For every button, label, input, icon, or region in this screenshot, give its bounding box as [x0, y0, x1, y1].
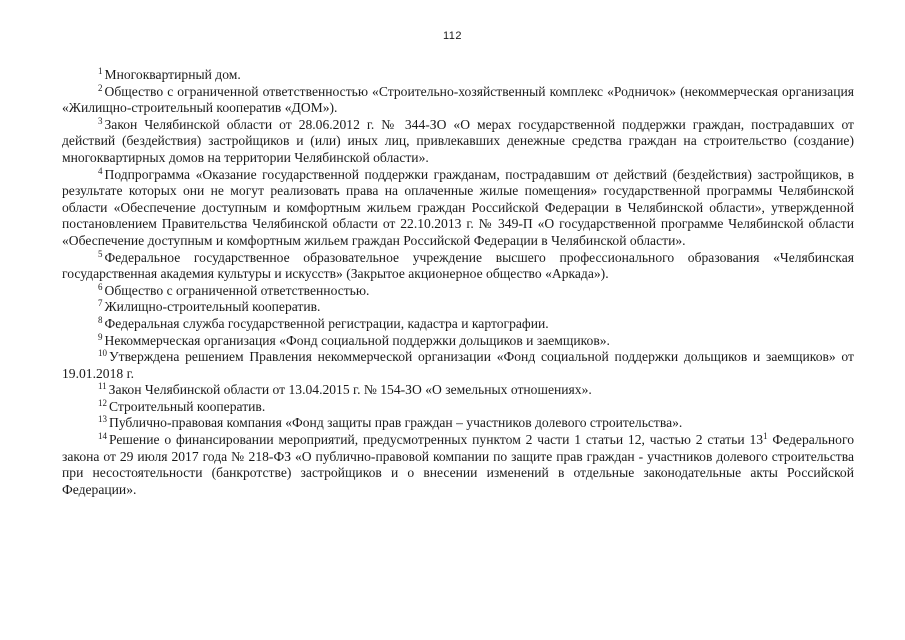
footnote-text: Многоквартирный дом. [104, 67, 241, 82]
footnote-text: Федеральное государственное образовательное учреждение высшего профессионального образования «Челябинская государственная академия культуры и искусств» (Закрытое акционерное общество «Аркада»). [62, 249, 854, 282]
footnote-text: Утверждена решением Правления некоммерческой организации «Фонд социальной поддержки дольщиков и заемщиков» от 19.01.2018 г. [62, 349, 854, 381]
footnote [62, 167, 854, 250]
footnote-text: Жилищно-строительный кооператив. [104, 299, 321, 315]
footnote-marker: 7 [98, 298, 103, 309]
footnote-text: Федеральная служба государственной регистрации, кадастра и картографии. [104, 315, 549, 331]
footnote [62, 349, 854, 382]
footnote-text: Общество с ограниченной ответственностью. [104, 282, 370, 298]
footnote-marker: 5 [98, 248, 103, 259]
footnote-marker: 14 [98, 431, 107, 442]
footnote-marker: 12 [98, 397, 107, 408]
footnote-text: Публично-правовая компания «Фонд защиты прав граждан – участников долевого строительства». [109, 415, 683, 431]
footnote-text-continued: Федерального закона от 29 июля 2017 года № 218-ФЗ «О публично-правовой компании по защите прав граждан - участников долевого строительства при несостоятельности (банкротстве) застройщиков и о внесении изменений в отдельные законодательные акты Российской Федерации». [62, 432, 854, 497]
footnote [62, 399, 854, 416]
footnote-marker: 9 [98, 331, 103, 342]
footnote-marker: 2 [98, 82, 103, 93]
page-number: 112 [442, 30, 463, 42]
footnote-text: Строительный кооператив. [109, 398, 266, 414]
footnote-marker: 1 [98, 66, 103, 76]
footnote [62, 84, 854, 117]
footnote [62, 117, 854, 167]
footnotes-list [62, 67, 854, 498]
footnote-marker: 6 [98, 281, 103, 292]
footnote-text: Некоммерческая организация «Фонд социальной поддержки дольщиков и заемщиков». [104, 332, 610, 348]
footnote [62, 299, 854, 316]
footnote [62, 67, 854, 84]
footnote [62, 382, 854, 399]
footnote-marker: 10 [98, 348, 107, 359]
footnote-inline-superscript: 1 [763, 431, 768, 442]
footnote [62, 415, 854, 432]
footnote-text: Решение о финансировании мероприятий, предусмотренных пунктом 2 части 1 статьи 12, частью 2 статьи 13 [109, 432, 764, 448]
footnote-text: Подпрограмма «Оказание государственной поддержки гражданам, пострадавшим от действий (бездействия) застройщиков, в результате которых они не могут реализовать права на оплаченные жилые помещения» государственной программы Челябинской области «Обеспечение доступным и комфортным жильем граждан Российской Федерации в Челябинской области», утвержденной постановлением Правительства Челябинской области от 22.10.2013 г. № 349-П «О государственной программе Челябинской области «Обеспечение доступным и комфортным жильем граждан Российской Федерации в Челябинской области». [62, 166, 854, 248]
footnote-marker: 8 [98, 314, 103, 325]
footnote [62, 432, 854, 498]
footnote-text: Закон Челябинской области от 28.06.2012 г. № 344-ЗО «О мерах государственной поддержки граждан, пострадавших от действий (бездействия) застройщиков и (или) иных лиц, привлекавших денежные средства граждан на строительство (создание) многоквартирных домов на территории Челябинской области». [62, 116, 854, 165]
footnote-marker: 4 [98, 165, 103, 176]
footnote [62, 283, 854, 300]
footnote-marker: 3 [98, 115, 103, 126]
footnote-marker: 13 [98, 414, 107, 425]
footnote [62, 316, 854, 333]
footnote-text: Закон Челябинской области от 13.04.2015 г. № 154-ЗО «О земельных отношениях». [108, 382, 592, 398]
footnote [62, 333, 854, 350]
footnote-marker: 11 [98, 381, 107, 392]
footnote-text: Общество с ограниченной ответственностью «Строительно-хозяйственный комплекс «Родничок» (некоммерческая организация «Жилищно-строительный кооператив «ДОМ»). [62, 83, 854, 116]
footnote [62, 250, 854, 283]
